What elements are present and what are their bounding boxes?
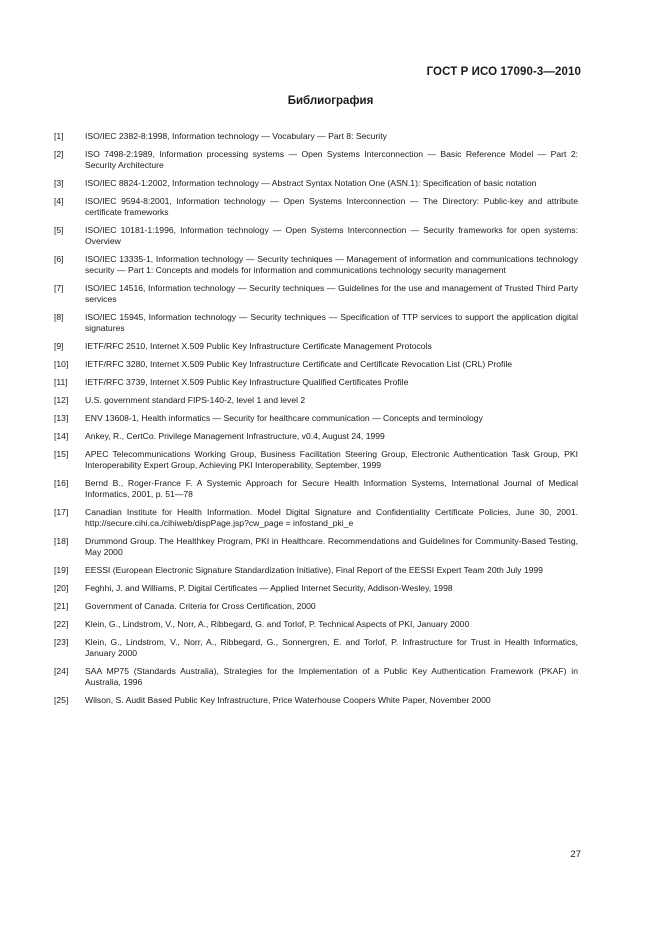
entry-text: IETF/RFC 2510, Internet X.509 Public Key Infrastructure Certificate Management Protocols: [85, 341, 432, 351]
bibliography-entry: [54, 131, 578, 142]
entry-text: ISO/IEC 15945, Information technology — Security techniques — Specification of TTP services to support the application digital signatures: [85, 312, 578, 333]
entry-text: ISO/IEC 14516, Information technology — Security techniques — Guidelines for the use and management of Trusted Third Party services: [85, 283, 578, 304]
entry-number: [15]: [54, 449, 69, 459]
entry-number: [8]: [54, 312, 64, 322]
bibliography-entry: [54, 395, 578, 406]
entry-text: ISO/IEC 9594-8:2001, Information technology — Open Systems Interconnection — The Directory: Public-key and attribute certificate frameworks: [85, 196, 578, 217]
bibliography-entry: [54, 359, 578, 370]
entry-text: ISO/IEC 8824-1:2002, Information technology — Abstract Syntax Notation One (ASN.1): Specification of basic notation: [85, 178, 537, 188]
entry-number: [19]: [54, 565, 69, 575]
entry-number: [2]: [54, 149, 64, 159]
bibliography-entry: [54, 666, 578, 688]
entry-text: Feghhi, J. and Williams, P. Digital Certificates — Applied Internet Security, Addison-Wesley, 1998: [85, 583, 453, 593]
entry-text: Wilson, S. Audit Based Public Key Infrastructure, Price Waterhouse Coopers White Paper, November 2000: [85, 695, 491, 705]
bibliography-entry: [54, 431, 578, 442]
bibliography-entry: [54, 225, 578, 247]
entry-number: [10]: [54, 359, 69, 369]
bibliography-entry: [54, 601, 578, 612]
entry-text: EESSI (European Electronic Signature Standardization Initiative), Final Report of the EESSI Expert Team 20th July 1999: [85, 565, 543, 575]
bibliography-entry: [54, 695, 578, 706]
bibliography-list: [54, 131, 578, 713]
bibliography-entry: [54, 637, 578, 659]
document-code: ГОСТ Р ИСО 17090-3—2010: [426, 66, 581, 78]
entry-number: [5]: [54, 225, 64, 235]
bibliography-entry: [54, 283, 578, 305]
entry-text: ISO 7498-2:1989, Information processing systems — Open Systems Interconnection — Basic Reference Model — Part 2: Security Architecture: [85, 149, 578, 170]
entry-number: [13]: [54, 413, 69, 423]
entry-text: Bernd B., Roger-France F. A Systemic Approach for Secure Health Information Systems, International Journal of Medical Informatics, 2001, p. 51—78: [85, 478, 578, 499]
entry-number: [9]: [54, 341, 64, 351]
entry-number: [1]: [54, 131, 64, 141]
bibliography-entry: [54, 341, 578, 352]
entry-text: Government of Canada. Criteria for Cross Certification, 2000: [85, 601, 316, 611]
entry-text: U.S. government standard FIPS-140-2, level 1 and level 2: [85, 395, 306, 405]
entry-text: IETF/RFC 3739, Internet X.509 Public Key Infrastructure Qualified Certificates Profile: [85, 377, 409, 387]
page-number: 27: [570, 849, 581, 860]
entry-number: [22]: [54, 619, 69, 629]
entry-number: [16]: [54, 478, 69, 488]
bibliography-entry: [54, 254, 578, 276]
entry-number: [12]: [54, 395, 69, 405]
bibliography-entry: [54, 312, 578, 334]
bibliography-entry: [54, 507, 578, 529]
bibliography-entry: [54, 619, 578, 630]
bibliography-entry: [54, 149, 578, 171]
bibliography-entry: [54, 178, 578, 189]
entry-number: [7]: [54, 283, 64, 293]
entry-text: Klein, G., Lindstrom, V., Norr, A., Ribbegard, G. and Torlof, P. Technical Aspects of PKI, January 2000: [85, 619, 470, 629]
entry-number: [21]: [54, 601, 69, 611]
entry-number: [18]: [54, 536, 69, 546]
entry-text: IETF/RFC 3280, Internet X.509 Public Key Infrastructure Certificate and Certificate Revocation List (CRL) Profile: [85, 359, 513, 369]
entry-text: Ankey, R., CertCo. Privilege Management Infrastructure, v0.4, August 24, 1999: [85, 431, 385, 441]
entry-number: [20]: [54, 583, 69, 593]
entry-number: [6]: [54, 254, 64, 264]
entry-number: [14]: [54, 431, 69, 441]
bibliography-entry: [54, 583, 578, 594]
entry-number: [24]: [54, 666, 69, 676]
bibliography-entry: [54, 478, 578, 500]
entry-text: Klein, G., Lindstrom, V., Norr, A., Ribbegard, G., Sonnergren, E. and Torlof, P. Infrastructure for Trust in Health Informatics, January 2000: [85, 637, 578, 658]
entry-text: APEC Telecommunications Working Group, Business Facilitation Steering Group, Electronic Authentication Task Group, PKI Interoperability Expert Group, Achieving PKI Interoperability, September, 1999: [85, 449, 578, 470]
bibliography-entry: [54, 377, 578, 388]
section-title: Библиография: [287, 95, 374, 107]
entry-number: [17]: [54, 507, 69, 517]
entry-number: [3]: [54, 178, 64, 188]
entry-text: Drummond Group. The Healthkey Program, PKI in Healthcare. Recommendations and Guidelines for Community-Based Testing, May 2000: [85, 536, 578, 557]
bibliography-entry: [54, 413, 578, 424]
bibliography-entry: [54, 449, 578, 471]
entry-number: [23]: [54, 637, 69, 647]
entry-text: ISO/IEC 10181-1:1996, Information technology — Open Systems Interconnection — Security frameworks for open systems: Overview: [85, 225, 578, 246]
entry-number: [4]: [54, 196, 64, 206]
entry-text: ISO/IEC 2382-8:1998, Information technology — Vocabulary — Part 8: Security: [85, 131, 387, 141]
bibliography-entry: [54, 565, 578, 576]
bibliography-entry: [54, 196, 578, 218]
entry-text: ENV 13608-1, Health informatics — Security for healthcare communication — Concepts and terminology: [85, 413, 483, 423]
entry-number: [11]: [54, 377, 68, 387]
bibliography-entry: [54, 536, 578, 558]
entry-text: Canadian Institute for Health Information. Model Digital Signature and Confidentiality Certificate Policies, June 30, 2001. http://secure.cihi.ca./cihiweb/dispPage.jsp?cw_page = infostand_pki_e: [85, 507, 578, 528]
entry-number: [25]: [54, 695, 69, 705]
entry-text: SAA MP75 (Standards Australia), Strategies for the Implementation of a Public Key Authentication Framework (PKAF) in Australia, 1996: [85, 666, 578, 687]
entry-text: ISO/IEC 13335-1, Information technology — Security techniques — Management of information and communications technology security — Part 1: Concepts and models for information and communications technology security management: [85, 254, 578, 275]
